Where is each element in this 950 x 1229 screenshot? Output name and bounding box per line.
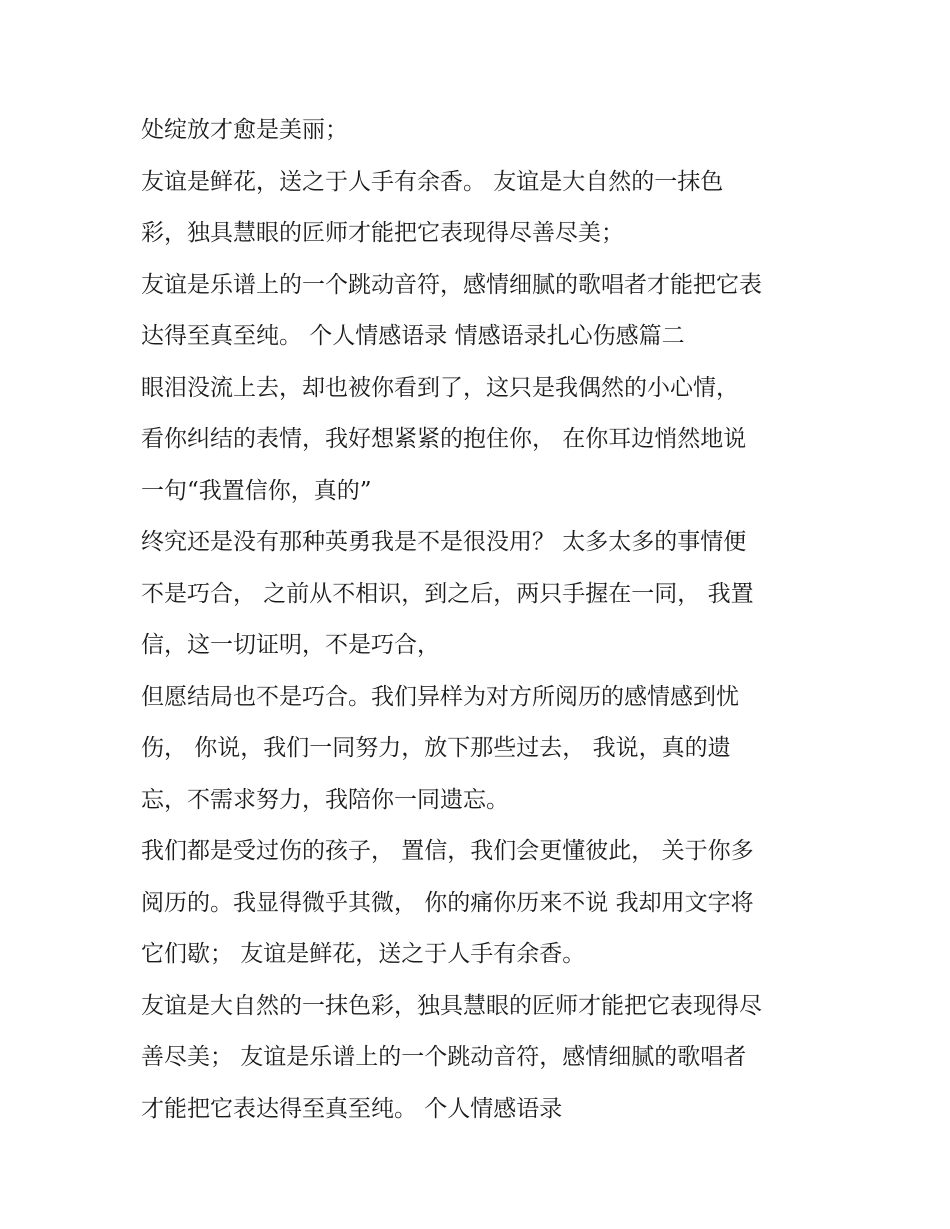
- text-line: 友谊是大自然的一抹色彩，独具慧眼的匠师才能把它表现得尽: [141, 992, 762, 1019]
- text-line: 达得至真至纯。 个人情感语录 情感语录扎心伤感篇二: [141, 323, 685, 349]
- text-line: 它们歇； 友谊是鲜花，送之于人手有余香。: [141, 941, 586, 967]
- text-line: 伤， 你说，我们一同努力，放下那些过去， 我说，真的遗: [141, 735, 731, 761]
- text-line: 友谊是乐谱上的一个跳动音符，感情细腻的歌唱者才能把它表: [141, 271, 762, 298]
- text-line: 信，这一切证明，不是巧合，: [141, 632, 440, 658]
- text-line: 阅历的。我显得微乎其微， 你的痛你历来不说 我却用文字将: [141, 889, 754, 916]
- text-line: 看你纠结的表情，我好想紧紧的抱住你， 在你耳边悄然地说: [141, 426, 747, 452]
- text-line: 友谊是鲜花，送之于人手有余香。 友谊是大自然的一抹色: [141, 168, 724, 195]
- text-line: 彩，独具慧眼的匠师才能把它表现得尽善尽美；: [141, 220, 624, 246]
- text-line: 不是巧合， 之前从不相识，到之后，两只手握在一同， 我置: [141, 580, 754, 607]
- text-line: 终究还是没有那种英勇我是不是很没用？ 太多太多的事情便: [141, 529, 747, 555]
- text-line: 处绽放才愈是美丽；: [141, 117, 348, 143]
- text-line: 眼泪没流上去，却也被你看到了，这只是我偶然的小心情，: [141, 374, 739, 401]
- text-line: 一句“我置信你，真的”: [141, 477, 372, 504]
- text-line: 忘，不需求努力，我陪你一同遗忘。: [141, 786, 509, 813]
- document-body: [141, 105, 821, 1135]
- text-line: 但愿结局也不是巧合。我们异样为对方所阅历的感情感到忧: [141, 683, 739, 710]
- text-line: 才能把它表达得至真至纯。 个人情感语录: [141, 1095, 563, 1122]
- text-line: 善尽美； 友谊是乐谱上的一个跳动音符，感情细腻的歌唱者: [141, 1044, 747, 1070]
- text-line: 我们都是受过伤的孩子， 置信，我们会更懂彼此， 关于你多: [141, 838, 754, 864]
